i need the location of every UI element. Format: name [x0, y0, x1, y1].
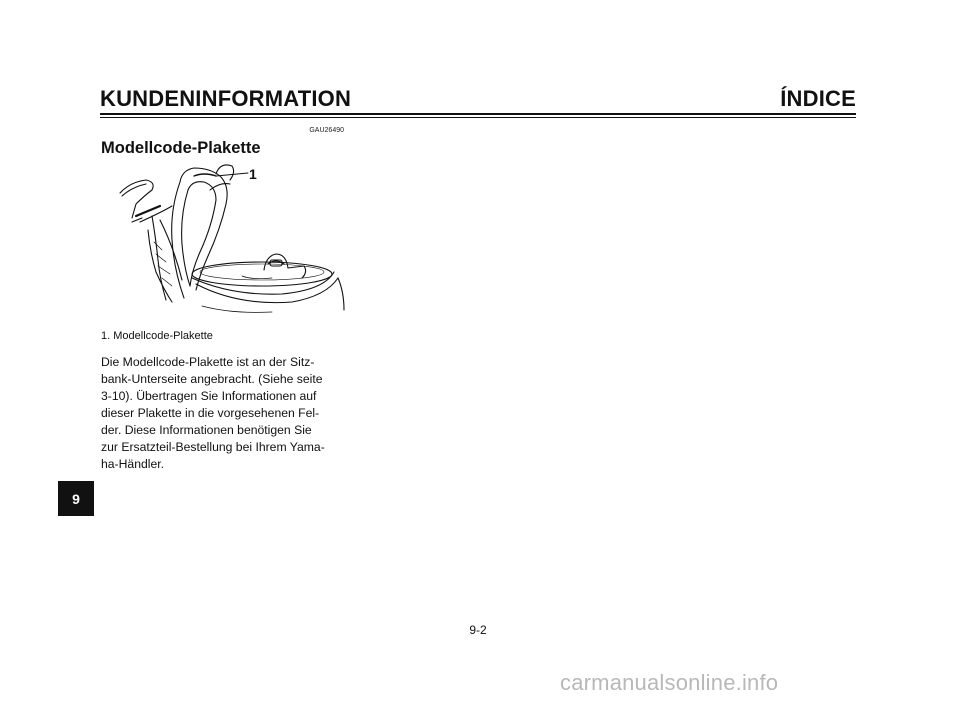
- seat-underside-illustration: [112, 160, 368, 320]
- header-rule-thin: [100, 117, 856, 118]
- body-line: dieser Plakette in die vorgesehenen Fel-: [101, 406, 320, 420]
- body-line: der. Diese Informationen benötigen Sie: [101, 423, 312, 437]
- section-code: GAU26490: [309, 127, 344, 134]
- callout-number: 1: [249, 166, 257, 182]
- section-title: Modellcode-Plakette: [101, 139, 261, 157]
- body-line: bank-Unterseite angebracht. (Siehe seite: [101, 372, 323, 386]
- watermark: carmanualsonline.info: [560, 670, 779, 695]
- body-line: ha-Händler.: [101, 457, 165, 471]
- figure-caption: 1. Modellcode-Plakette: [101, 330, 213, 342]
- chapter-tab: 9: [58, 481, 94, 516]
- body-paragraph: [101, 354, 345, 473]
- body-line: zur Ersatzteil-Bestellung bei Ihrem Yama-: [101, 440, 325, 454]
- body-line: 3-10). Übertragen Sie Informationen auf: [101, 389, 317, 403]
- header-rule: [100, 113, 856, 115]
- page-number: 9-2: [469, 623, 487, 637]
- body-line: Die Modellcode-Plakette ist an der Sitz-: [101, 355, 315, 369]
- chapter-title: KUNDENINFORMATION: [100, 86, 352, 111]
- index-title: ÍNDICE: [780, 86, 856, 111]
